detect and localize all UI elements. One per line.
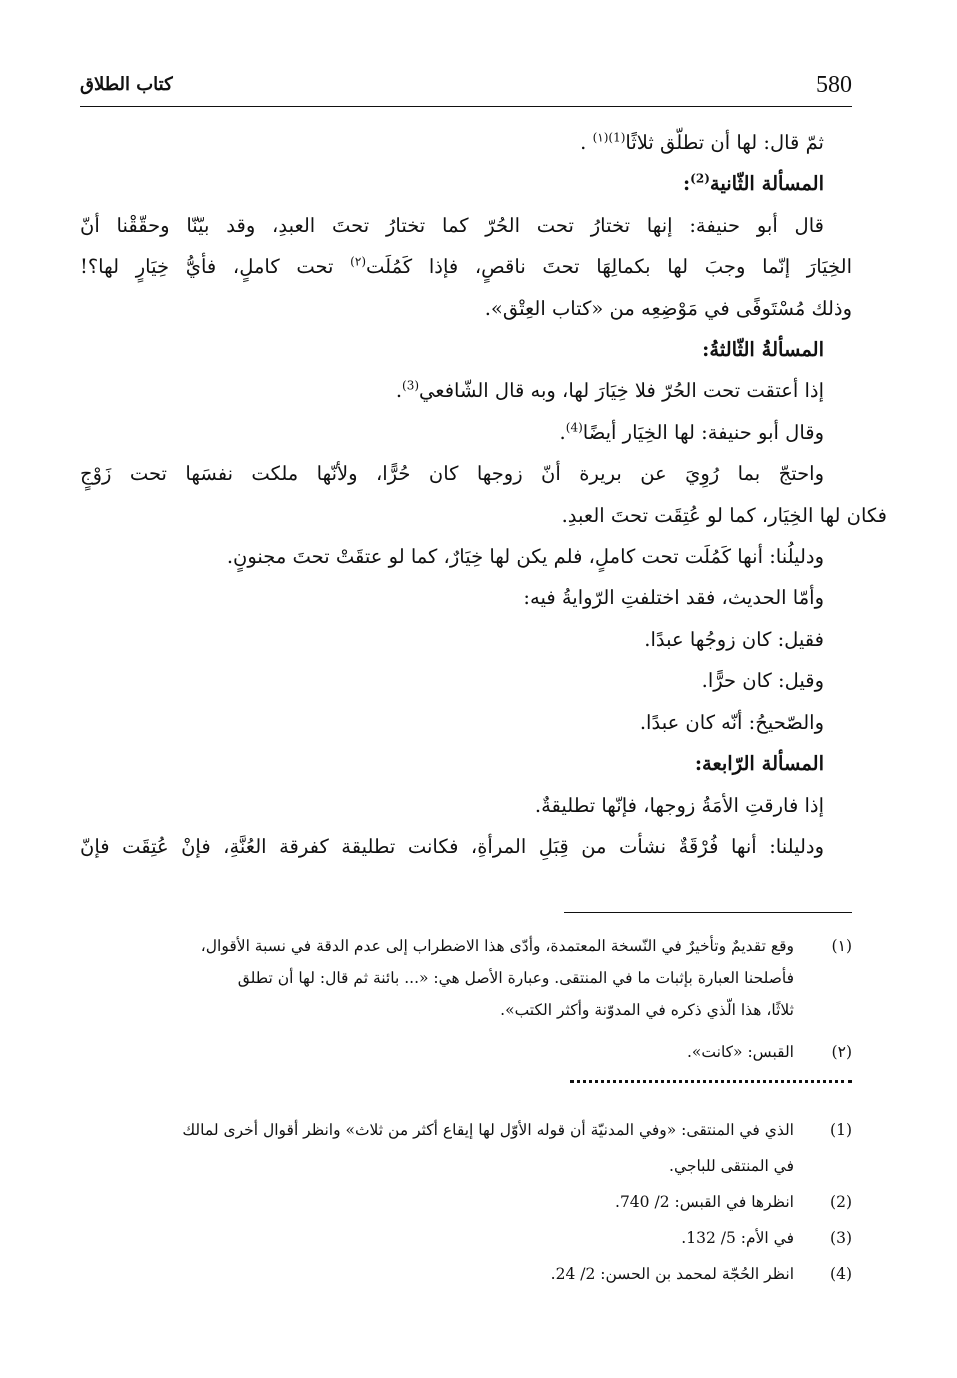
footnote-ref: (4) [565,420,583,435]
paragraph: وأمّا الحديث، فقد اختلفتِ الرّوايةُ فيه: [523,586,824,610]
text: . [580,131,587,154]
page-header [80,72,852,102]
paragraph [80,370,852,411]
footnote [80,930,852,1026]
footnote-number: (1) [830,1121,852,1139]
footnote-line: فأصلحنا العبارة بإثبات ما في المنتقى. وعبارة الأصل هي: «... بائنة ثم قال: لها أن تطلق [237,969,794,987]
text: وقال أبو حنيفة: لها الخِيَار أيضًا [582,420,824,444]
paragraph: ودليلُنا: أنها كَمُلَت تحت كاملٍ، فلم يكن لها خِيَارٌ، كما لو عتقَتْ تحتَ مجنونٍ. [226,545,824,569]
paragraph: قال أبو حنيفة: إنها تختارُ تحت الحُرّ كما تختارُ تحتَ العبدِ، وقد بيّنّا وحقّقْنا أنّ [80,213,824,237]
paragraph: ودليلنا: أنها فُرْقَةٌ نشأت من قِبَلِ المرأةِ، فكانت تطليقة كفرقة العُنَّةِ، فإنْ عُتِقَت فإنّ [80,834,824,858]
footnote-ref: (1)(١) [592,130,626,145]
text: . [559,420,566,444]
text: الخِيَارَ إنّما وجبَ لها بكمالِهَا تحتَ ناقصٍ، فإذا كَمُلَت [366,255,852,279]
footnote-line: القبس: «كانت». [687,1043,794,1061]
paragraph-line: فكان لها الخِيَار، كما لو عُتِقَت تحتَ العبدِ. [561,503,887,527]
footnote-line: انظر الحُجّة لمحمد بن الحسن: 2/ 24. [550,1265,794,1283]
author-footnotes [80,1112,852,1292]
footnote-number: (3) [830,1229,852,1247]
paragraph [80,412,852,453]
page-number: 580 [816,72,852,98]
text: . [395,379,403,403]
footnote [80,1220,852,1256]
paragraph: إذا فارقتِ الأمَةُ زوجها، فإنّها تطليقةٌ. [534,793,824,817]
running-title: كتاب الطلاق [80,74,173,95]
main-text [80,122,887,867]
footnote-number: (4) [830,1265,852,1283]
section-heading: المسألة الرّابعة: [694,752,824,776]
paragraph-line [80,246,852,287]
header-rule [80,106,852,107]
text: : [682,172,691,196]
footnote [80,1112,852,1184]
dotted-separator [570,1080,852,1083]
footnote-number: (٢) [831,1043,852,1061]
footnote-separator [564,912,852,913]
footnote-ref: (3) [402,378,420,393]
footnote-number: (2) [830,1193,852,1211]
text: تحت كاملٍ، فأيُّ خِيَارٍ لها؟! [80,255,334,279]
footnote-line: وقع تقديمٌ وتأخيرٌ في النّسخة المعتمدة، وأدّى هذا الاضطراب إلى عدم الدقة في نسبة الأقوال، [200,937,794,955]
footnote-line: الذي في المنتقى: «وفي المدنيّة أن قوله الأوّل لها إيقاع أكثر من ثلاث» وانظر أقوال أخرى لمالك [182,1121,794,1139]
paragraph: وقيل: كان حرًّا. [701,669,824,693]
footnote [80,1036,852,1068]
paragraph: فقيل: كان زوجُها عبدًا. [644,627,824,651]
paragraph: والصّحيحُ: أنّه كان عبدًا. [639,710,824,734]
footnote [80,1256,852,1292]
text: المسألة الثّانية [709,172,824,196]
footnote [80,1184,852,1220]
footnote-line: ثلاثًا، هذا الّذي ذكره في المدوّنة وأكثر الكتب». [500,1001,794,1019]
editor-footnotes [80,930,852,1068]
footnote-ref: (2) [690,171,710,186]
text: إذا أعتقت تحت الحُرّ فلا خِيَارَ لها، وبه قال الشّافعي [419,379,824,403]
footnote-line: في الأم: 5/ 132. [681,1229,794,1247]
paragraph [80,122,852,163]
footnote-line: انظرها في القبس: 2/ 740. [615,1193,794,1211]
text: ثمّ قال: لها أن تطلّق ثلاثًا [625,131,824,154]
footnote-line: في المنتقى للباجي. [669,1157,794,1175]
footnote-number: (١) [831,937,852,955]
section-heading [80,163,852,204]
footnote-ref: (٢) [350,254,366,269]
section-heading: المسألةُ الثّالثةُ: [702,338,824,362]
paragraph: واحتجّ بما رُوِيَ عن بريرة أنّ زوجها كان حُرًّا، ولأنّها ملكت نفسَها تحت زَوْجٍ [80,462,824,486]
paragraph-line: وذلك مُسْتَوفًى في مَوْضِعِه من «كتاب العِتْق». [484,296,852,320]
